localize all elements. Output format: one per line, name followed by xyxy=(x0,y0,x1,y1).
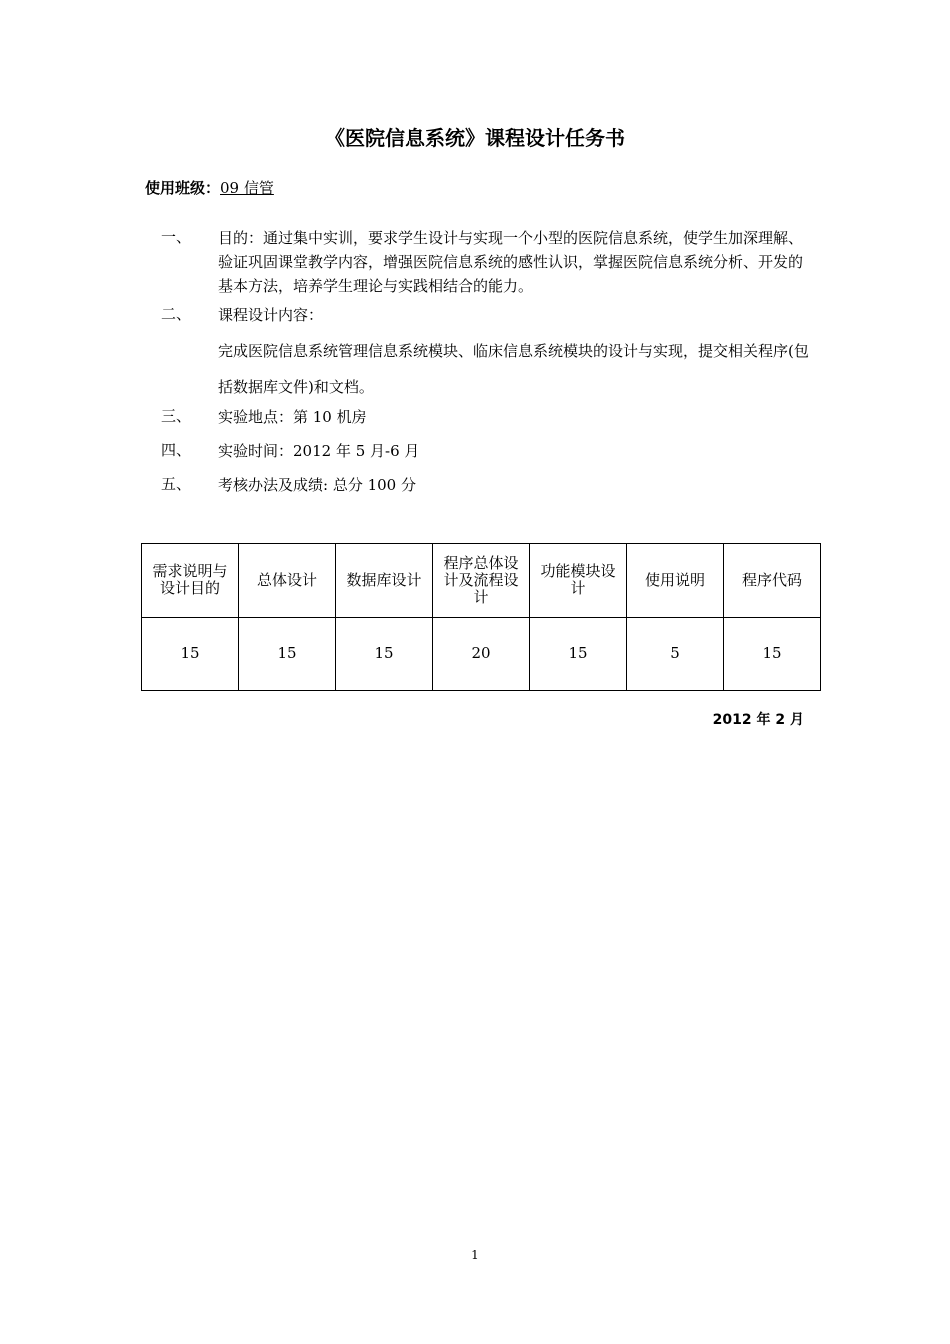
table-header-cell: 使用说明 xyxy=(627,544,724,618)
table-header-cell: 需求说明与设计目的 xyxy=(142,544,239,618)
document-title: 《医院信息系统》课程设计任务书 xyxy=(325,126,625,150)
table-header-row xyxy=(142,544,821,618)
table-cell: 15 xyxy=(336,617,433,691)
section-number: 一、 xyxy=(161,228,192,246)
class-line xyxy=(145,177,274,198)
section-text: 目的：通过集中实训，要求学生设计与实现一个小型的医院信息系统，使学生加深理解、验证巩固课堂教学内容，增强医院信息系统的感性认识，掌握医院信息系统分析、开发的基本方法，培养学生理论与实践相结合的能力。 xyxy=(218,229,804,295)
table-cell: 15 xyxy=(724,617,821,691)
section-text: 实验时间：2012 年 5 月-6 月 xyxy=(218,442,420,460)
section-number: 三、 xyxy=(161,407,192,425)
table-cell: 5 xyxy=(627,617,724,691)
section-number: 五、 xyxy=(161,475,192,493)
page-number: 1 xyxy=(471,1248,479,1262)
table-cell: 15 xyxy=(239,617,336,691)
document-date: 2012 年 2 月 xyxy=(712,712,804,728)
table-row xyxy=(142,617,821,691)
class-label: 使用班级： xyxy=(145,179,221,197)
section-text: 考核办法及成绩: 总分 100 分 xyxy=(218,476,416,494)
section-text: 实验地点：第 10 机房 xyxy=(218,408,367,426)
score-table xyxy=(141,543,821,691)
section-number: 二、 xyxy=(161,305,192,323)
class-value: 09 信管 xyxy=(220,179,274,197)
table-cell: 15 xyxy=(530,617,627,691)
section-text: 课程设计内容： xyxy=(218,306,324,324)
section-number: 四、 xyxy=(161,441,192,459)
table-cell: 20 xyxy=(433,617,530,691)
table-header-cell: 数据库设计 xyxy=(336,544,433,618)
table-header-cell: 总体设计 xyxy=(239,544,336,618)
table-header-cell: 程序代码 xyxy=(724,544,821,618)
section-text: 完成医院信息系统管理信息系统模块、临床信息系统模块的设计与实现，提交相关程序(包括数据库文件)和文档。 xyxy=(218,342,809,396)
table-header-cell: 功能模块设计 xyxy=(530,544,627,618)
table-cell: 15 xyxy=(142,617,239,691)
table-header-cell: 程序总体设计及流程设计 xyxy=(433,544,530,618)
